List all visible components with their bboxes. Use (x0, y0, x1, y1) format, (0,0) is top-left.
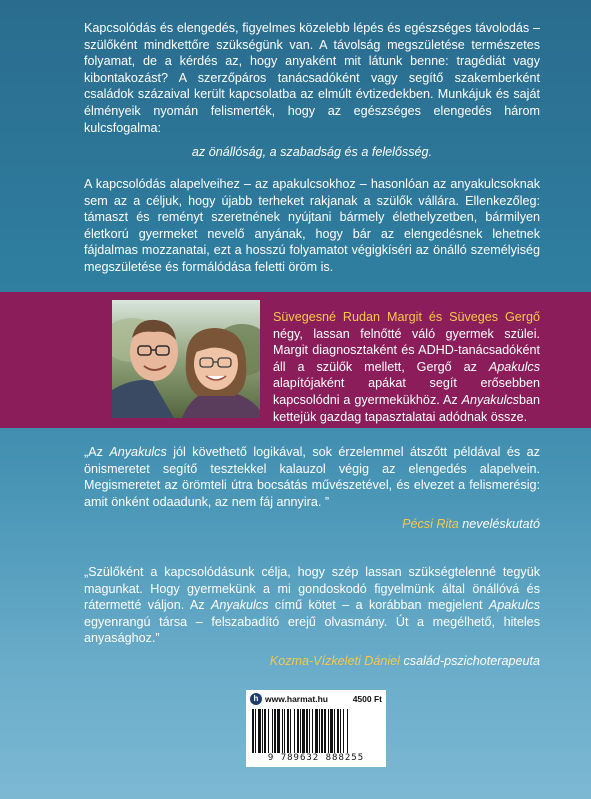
quote-pecsi-part1: „Az (84, 445, 110, 459)
principles-paragraph: A kapcsolódás alapelveihez – az apakulcsokhoz – hasonlóan az anyakulcsoknak sem az a céljuk, hogy újabb terheket rakjanak a szülők vállára. Ellenkezőleg: támaszt és reményt szeretnének nyújtani bármely élethelyzetben, bármilyen életkorú gyermeket nevelő anyának, hogy bár az elengedésnek lehetnek fájdalmas mozzanatai, ezt a hosszú folyamatot végigkíséri az önálló személyiség megszületése és formálódása feletti öröm is. (84, 177, 540, 274)
quote-kozma-apakulcs: Apakulcs (488, 598, 540, 613)
bio-part-1: négy, lassan felnőtté váló gyermek szülei. Margit diagnosztaként és ADHD-tanácsadóként áll a szülők mellett, Gergő az (273, 326, 540, 374)
quote-kozma-signature (84, 653, 540, 670)
intro-section (84, 20, 540, 161)
quote-pecsi-part2: jól követhető logikával, sok érzelemmel átszőtt példával és az önismeretet segítő tesztekkel kalauzol végig az elengedés alapelvein. Megismeretet az örömteli útra bocsátás művészetével, és elvezet a felismerésig: amit önként odaadunk, az nem fáj annyira. ” (84, 445, 540, 509)
barcode-bars-icon (250, 709, 382, 753)
price-label: 4500 Ft (352, 693, 382, 704)
quote-pecsi-author: Pécsi Rita (402, 517, 459, 532)
quote-pecsi-signature (84, 516, 540, 533)
quote-kozma-book: Anyakulcs (210, 598, 269, 613)
quote-kozma (84, 564, 540, 670)
author-photo (112, 300, 260, 418)
quote-kozma-text (84, 564, 540, 647)
quote-kozma-part2: című kötet – a korábban megjelent (268, 598, 489, 613)
anyakulcs-title: Anyakulcs (461, 392, 519, 407)
quote-kozma-role: család-pszichoterapeuta (399, 653, 540, 668)
barcode-header (246, 690, 386, 707)
quote-pecsi-book: Anyakulcs (109, 445, 167, 459)
publisher-url: www.harmat.hu (265, 693, 328, 704)
authors-bio (273, 309, 540, 425)
quote-kozma-author: Kozma-Vízkeleti Dániel (269, 653, 400, 668)
principles-section (84, 176, 540, 276)
isbn-number: 9 789632 888255 (267, 753, 365, 763)
quote-pecsi (84, 444, 540, 533)
apakulcs-title: Apakulcs (488, 359, 540, 374)
publisher-logo-icon: h (250, 693, 262, 705)
key-concepts: az önállóság, a szabadság és a felelősség. (191, 145, 433, 160)
quote-kozma-part3: egyenrangú társa – felszabadító erejű olvasmány. Út a megélhető, hiteles anyasághoz.” (84, 614, 540, 646)
intro-paragraph: Kapcsolódás és elengedés, figyelmes közelebb lépés és egészséges távolodás – szülőként mindkettőre szükségünk van. A távolság megszületése természetes folyamat, de a kérdés az, hogy anyaként mit látunk benne: tragédiát vagy kibontakozást? A szerzőpáros tanácsadóként vagy segítő szakemberként családok százaival került kapcsolatba az elmúlt évtizedekben. Munkájuk és saját élményeik nyomán felismerték, hogy az egészséges elengedés három kulcsfogalma: (84, 21, 540, 135)
bio-part-2: alapítójaként apákat segít erősebben kapcsolódni a gyermekükhöz. Az (273, 376, 540, 407)
quote-pecsi-role: neveléskutató (458, 517, 540, 532)
bio-part-3: ban kettejük gazdag tapasztalatai adódnak össze. (273, 392, 540, 424)
barcode-label (246, 690, 386, 767)
author-names: Süvegesné Rudan Margit és Süveges Gergő (273, 310, 540, 324)
quote-pecsi-text (84, 444, 540, 510)
quote-kozma-part1: „Szülőként a kapcsolódásunk célja, hogy szép lassan szükségtelenné tegyük magunkat. Hogy gyermekünk a mi gondoskodó figyelmünk által önállóvá és rátermetté váljon. Az (84, 565, 540, 613)
